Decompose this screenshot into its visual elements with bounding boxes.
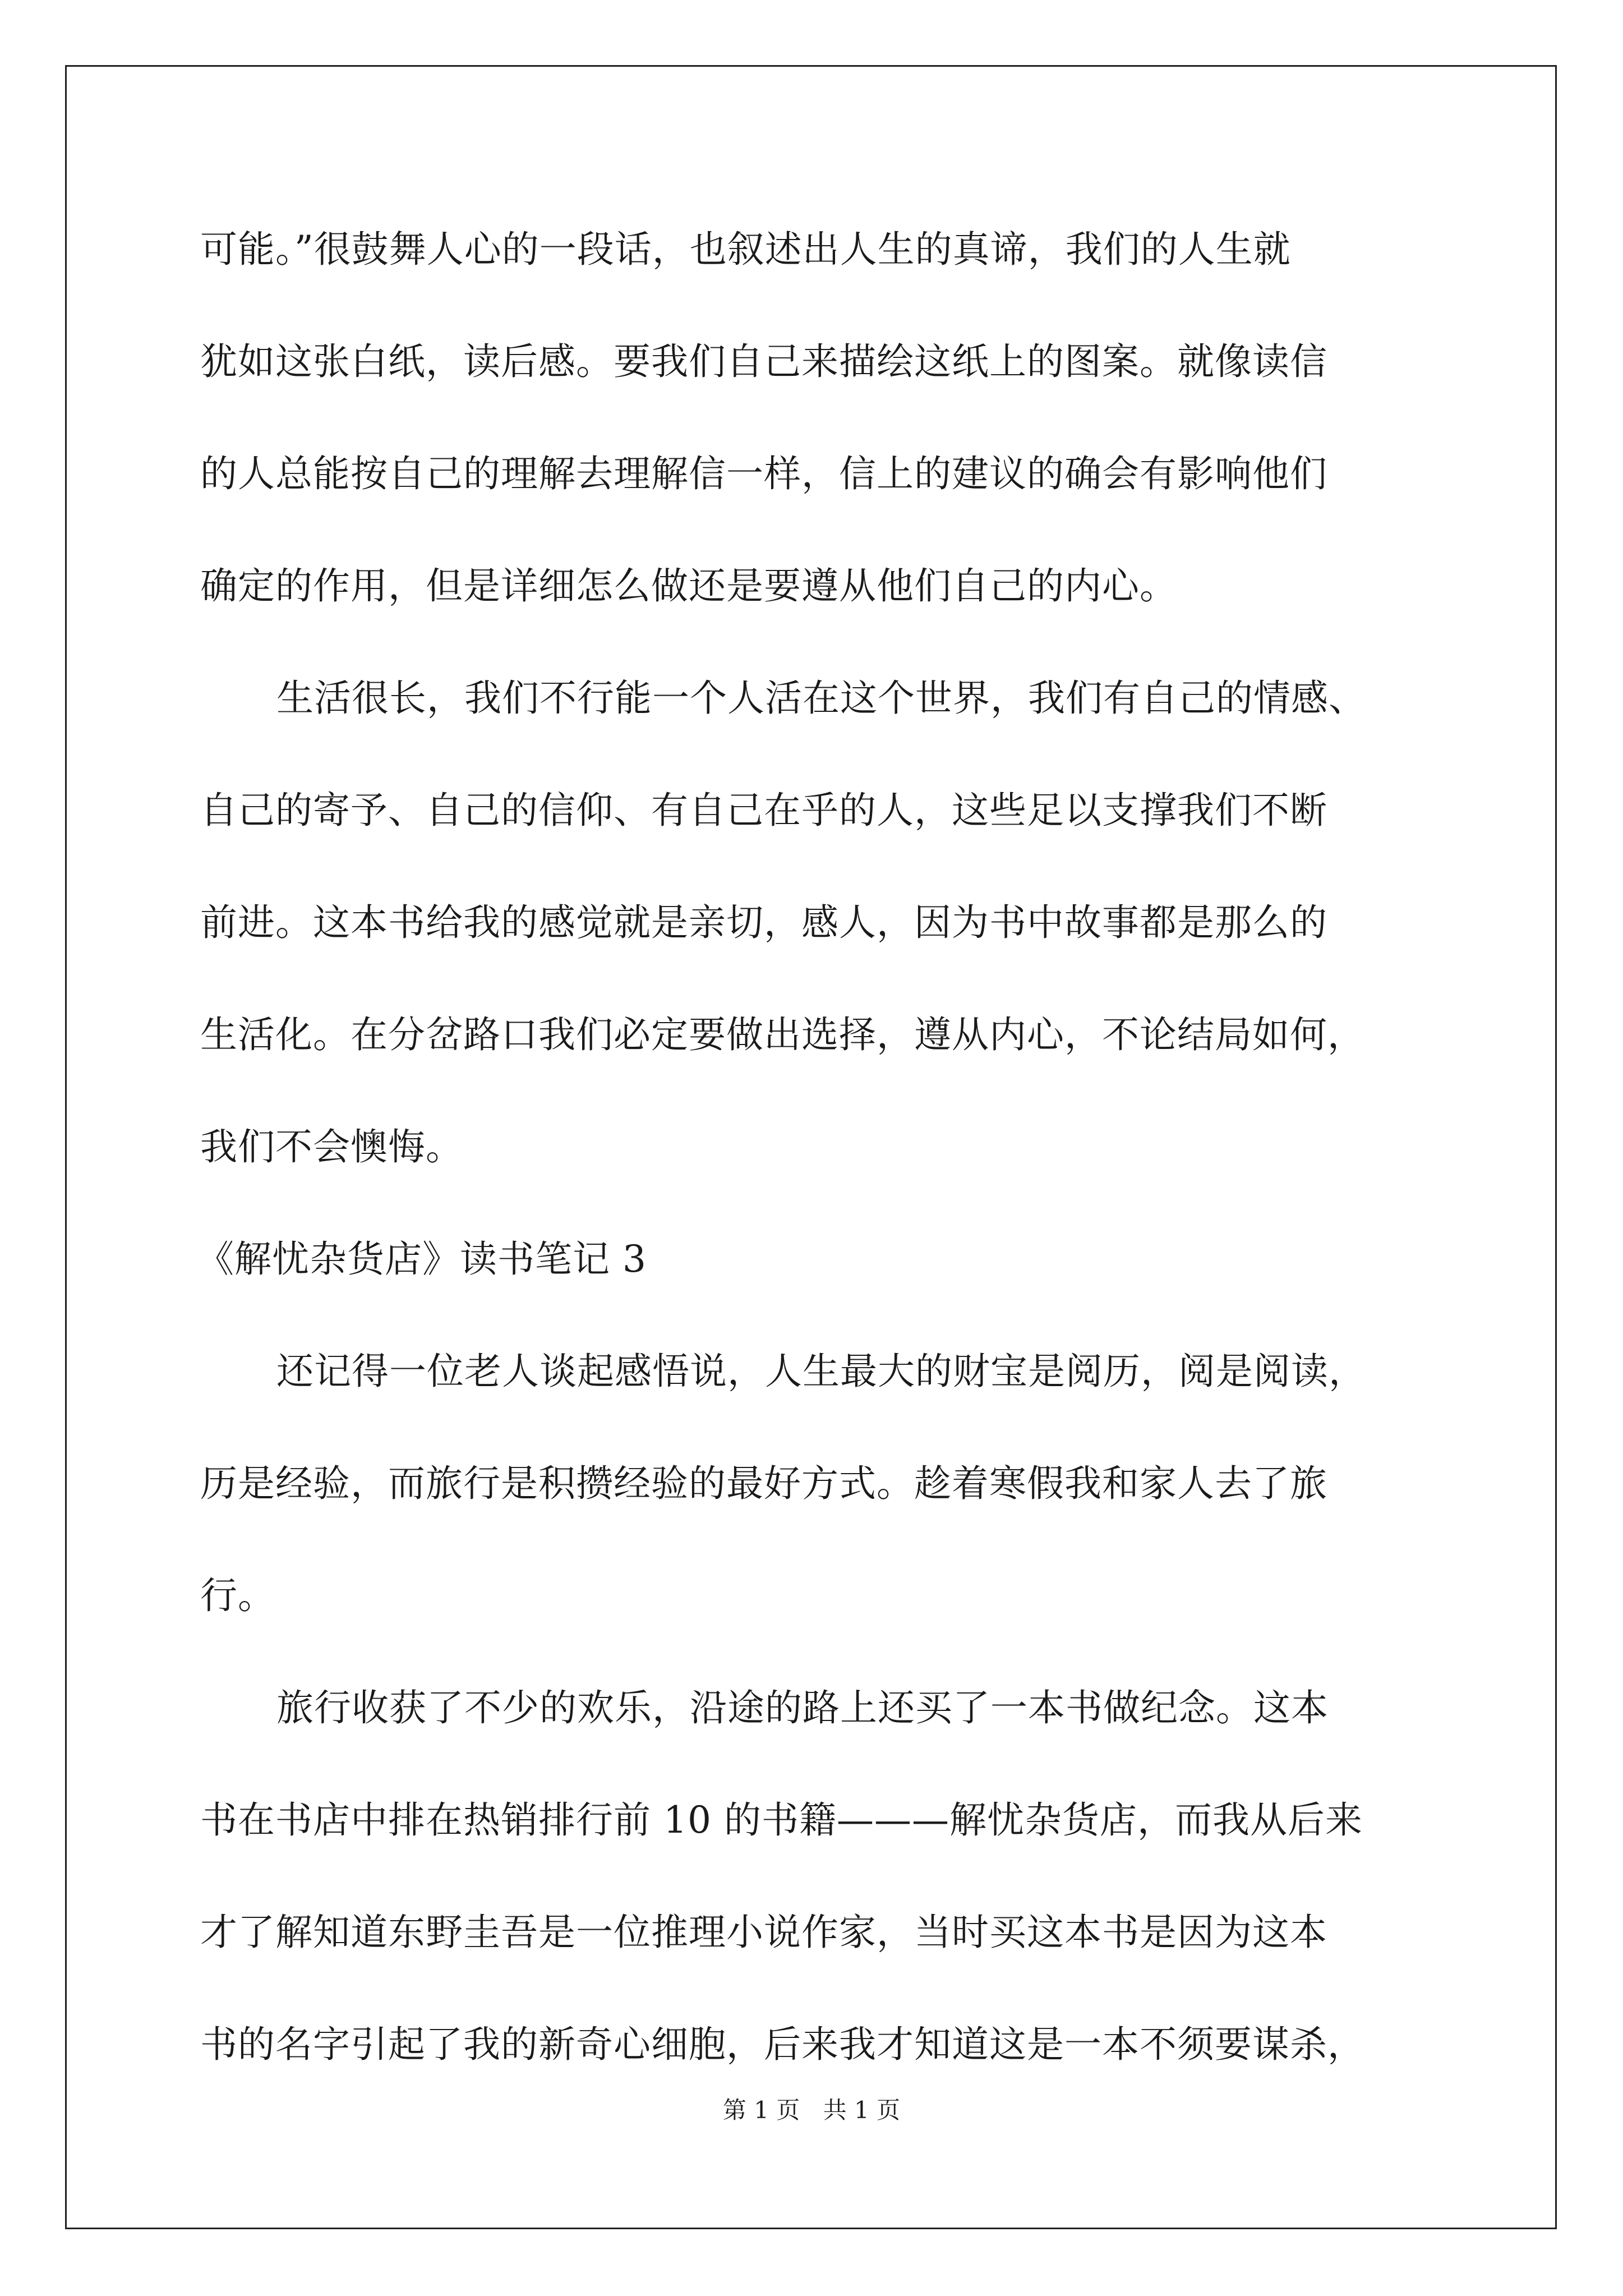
text-line: 旅行收获了不少的欢乐，沿途的路上还买了一本书做纪念。这本 — [276, 1686, 1329, 1729]
section-heading: 《解忧杂货店》读书笔记 3 — [197, 1237, 647, 1281]
page-footer — [0, 2093, 1623, 2127]
page-number: 第 1 页 — [722, 2096, 800, 2124]
text-line: 书在书店中排在热销排行前 10 的书籍———解忧杂货店，而我从后来 — [200, 1798, 1363, 1842]
text-line: 可能。”很鼓舞人心的一段话，也叙述出人生的真谛，我们的人生就 — [200, 228, 1291, 271]
text-line: 的人总能按自己的理解去理解信一样，信上的建议的确会有影响他们 — [200, 452, 1327, 495]
text-line: 历是经验，而旅行是积攒经验的最好方式。趁着寒假我和家人去了旅 — [200, 1462, 1327, 1505]
text-line: 还记得一位老人谈起感悟说，人生最大的财宝是阅历，阅是阅读， — [276, 1350, 1366, 1393]
text-line: 犹如这张白纸，读后感。要我们自己来描绘这纸上的图案。就像读信 — [200, 340, 1327, 383]
text-line: 书的名字引起了我的新奇心细胞，后来我才知道这是一本不须要谋杀， — [200, 2023, 1365, 2066]
text-line: 生活很长，我们不行能一个人活在这个世界，我们有自己的情感、 — [276, 677, 1366, 720]
text-line: 我们不会懊悔。 — [200, 1125, 463, 1168]
document-body — [197, 213, 1434, 2120]
text-line: 行。 — [200, 1574, 275, 1617]
text-line: 生活化。在分岔路口我们必定要做出选择，遵从内心，不论结局如何， — [200, 1013, 1365, 1056]
text-line: 确定的作用，但是详细怎么做还是要遵从他们自己的内心。 — [200, 564, 1177, 608]
page-total: 共 1 页 — [823, 2096, 901, 2124]
text-line: 才了解知道东野圭吾是一位推理小说作家，当时买这本书是因为这本 — [200, 1911, 1327, 1954]
text-line: 前进。这本书给我的感觉就是亲切，感人，因为书中故事都是那么的 — [200, 901, 1327, 944]
text-line: 自己的寄予、自己的信仰、有自己在乎的人，这些足以支撑我们不断 — [200, 789, 1327, 832]
